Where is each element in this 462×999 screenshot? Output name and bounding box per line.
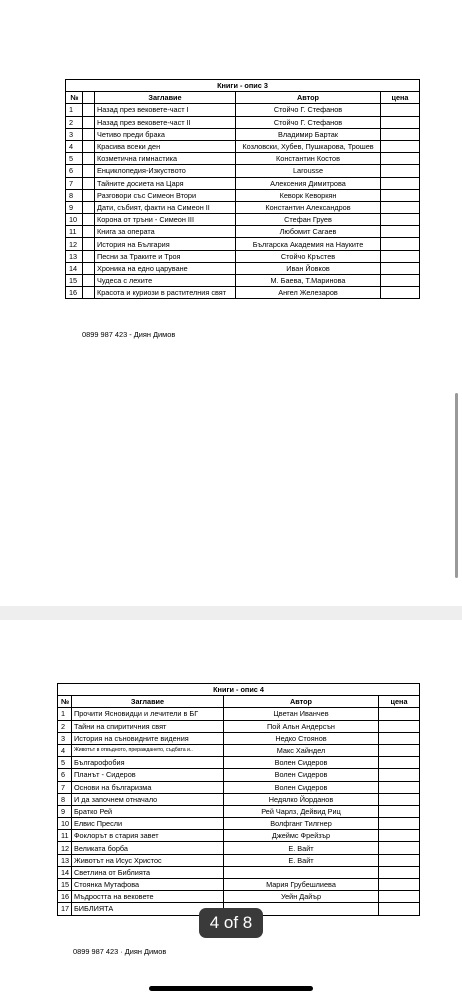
contact-line: 0899 987 423 · Диян Димов	[73, 947, 167, 956]
row-number: 7	[66, 177, 83, 189]
book-author	[224, 866, 379, 878]
row-number: 4	[66, 140, 83, 152]
book-price	[381, 262, 420, 274]
book-price	[381, 214, 420, 226]
table-row	[58, 793, 420, 805]
book-title: Стоянка Мутафова	[72, 879, 224, 891]
book-author: Уейн Дайър	[224, 891, 379, 903]
book-author: Алексения Димитрова	[236, 177, 381, 189]
book-price	[379, 866, 420, 878]
table-row	[66, 153, 420, 165]
book-title: Четиво преди брака	[95, 128, 236, 140]
book-price	[381, 177, 420, 189]
table-row	[58, 842, 420, 854]
row-blank-cell	[83, 214, 95, 226]
table-row	[66, 262, 420, 274]
book-price	[379, 854, 420, 866]
book-price	[379, 708, 420, 720]
book-title: Красота и куриози в растителния свят	[95, 287, 236, 299]
book-title: Прочити Ясновидци и лечители в БГ	[72, 708, 224, 720]
book-author: Стойчо Кръстев	[236, 250, 381, 262]
book-author: Любомит Сагаев	[236, 226, 381, 238]
book-price	[379, 744, 420, 756]
book-price	[381, 201, 420, 213]
book-price	[381, 250, 420, 262]
book-title: Тайни на спиритичния свят	[72, 720, 224, 732]
table-row	[58, 769, 420, 781]
book-author: Ангел Железаров	[236, 287, 381, 299]
book-title: Чудеса с лехите	[95, 275, 236, 287]
table-row	[58, 781, 420, 793]
contact-line: 0899 987 423 - Диян Димов	[82, 330, 176, 339]
table-row	[66, 238, 420, 250]
book-price	[381, 128, 420, 140]
table-row	[66, 165, 420, 177]
row-number: 13	[66, 250, 83, 262]
table-row	[66, 116, 420, 128]
row-number: 15	[58, 879, 72, 891]
book-title: Братко Рей	[72, 805, 224, 817]
table-row	[66, 201, 420, 213]
table-header-row	[58, 696, 420, 708]
row-number: 14	[58, 866, 72, 878]
row-number: 8	[58, 793, 72, 805]
table-row	[58, 757, 420, 769]
book-title: Елвис Пресли	[72, 818, 224, 830]
row-number: 6	[58, 769, 72, 781]
book-author: Владимир Бартак	[236, 128, 381, 140]
book-title: Хроника на едно царуване	[95, 262, 236, 274]
home-indicator-bar[interactable]	[149, 986, 313, 991]
book-price	[379, 732, 420, 744]
table-row	[66, 128, 420, 140]
row-number: 10	[58, 818, 72, 830]
book-author: Стефан Груев	[236, 214, 381, 226]
book-price	[381, 165, 420, 177]
book-author: М. Баева, Т.Маринова	[236, 275, 381, 287]
column-header-author: Автор	[236, 92, 381, 104]
book-title: Разговори със Симеон Втори	[95, 189, 236, 201]
book-title: История на съновидните видения	[72, 732, 224, 744]
column-header-price: цена	[379, 696, 420, 708]
page-separator	[0, 606, 462, 620]
book-title: Великата борба	[72, 842, 224, 854]
book-title: Козметична гимнастика	[95, 153, 236, 165]
book-price	[379, 879, 420, 891]
column-header-number: №	[66, 92, 83, 104]
table-title-row	[58, 684, 420, 696]
book-title: Българофобия	[72, 757, 224, 769]
book-price	[379, 757, 420, 769]
book-author: Недко Стоянов	[224, 732, 379, 744]
table-title: Книги - опис 4	[58, 684, 420, 696]
row-blank-cell	[83, 140, 95, 152]
row-blank-cell	[83, 153, 95, 165]
book-title: Фоклорът в стария завет	[72, 830, 224, 842]
row-blank-cell	[83, 226, 95, 238]
book-author: Недялко Йорданов	[224, 793, 379, 805]
book-price	[381, 104, 420, 116]
table-row	[66, 287, 420, 299]
book-title: Мъдростта на вековете	[72, 891, 224, 903]
book-author: Волфганг Тилгнер	[224, 818, 379, 830]
table-title: Книги - опис 3	[66, 80, 420, 92]
book-title: Книга за операта	[95, 226, 236, 238]
book-author: Волен Сидеров	[224, 781, 379, 793]
table-row	[58, 891, 420, 903]
book-author: Larousse	[236, 165, 381, 177]
book-author: Е. Вайт	[224, 854, 379, 866]
book-title: БИБЛИЯТА	[72, 903, 224, 915]
book-title: Красива всеки ден	[95, 140, 236, 152]
column-header-price: цена	[381, 92, 420, 104]
book-price	[381, 226, 420, 238]
table-row	[58, 866, 420, 878]
row-number: 7	[58, 781, 72, 793]
row-blank-cell	[83, 275, 95, 287]
book-author: Волен Сидеров	[224, 769, 379, 781]
row-number: 3	[66, 128, 83, 140]
row-number: 16	[66, 287, 83, 299]
table-row	[66, 177, 420, 189]
table-row	[66, 214, 420, 226]
book-price	[381, 140, 420, 152]
book-price	[379, 891, 420, 903]
column-header-author: Автор	[224, 696, 379, 708]
book-price	[381, 275, 420, 287]
book-price	[379, 830, 420, 842]
book-author: Цветан Иванчев	[224, 708, 379, 720]
book-author: Е. Вайт	[224, 842, 379, 854]
table-row	[66, 226, 420, 238]
row-number: 5	[66, 153, 83, 165]
book-title: История на България	[95, 238, 236, 250]
book-author: Константин Александров	[236, 201, 381, 213]
row-number: 8	[66, 189, 83, 201]
book-price	[381, 116, 420, 128]
book-price	[381, 153, 420, 165]
row-number: 17	[58, 903, 72, 915]
row-number: 15	[66, 275, 83, 287]
row-number: 1	[58, 708, 72, 720]
table-title-row	[66, 80, 420, 92]
row-blank-cell	[83, 250, 95, 262]
row-blank-cell	[83, 201, 95, 213]
row-number: 2	[66, 116, 83, 128]
book-author: Пой Альн Андерсън	[224, 720, 379, 732]
row-blank-cell	[83, 177, 95, 189]
table-row	[58, 854, 420, 866]
row-number: 9	[66, 201, 83, 213]
book-title: Песни за Траките и Троя	[95, 250, 236, 262]
book-author: Кеворк Кеворкян	[236, 189, 381, 201]
table-header-row	[66, 92, 420, 104]
book-author: Козловски, Хубев, Пушкарова, Трошев	[236, 140, 381, 152]
book-author: Константин Костов	[236, 153, 381, 165]
table-row	[66, 275, 420, 287]
book-author: Стойчо Г. Стефанов	[236, 116, 381, 128]
row-number: 4	[58, 744, 72, 756]
scrollbar[interactable]	[455, 393, 458, 578]
table-row	[66, 250, 420, 262]
book-title: Светлина от Библията	[72, 866, 224, 878]
book-price	[379, 793, 420, 805]
book-price	[379, 903, 420, 915]
row-number: 11	[66, 226, 83, 238]
book-title: И да започнем отначало	[72, 793, 224, 805]
row-blank-cell	[83, 104, 95, 116]
book-list-table	[65, 79, 420, 299]
row-number: 12	[66, 238, 83, 250]
column-header-number: №	[58, 696, 72, 708]
book-title: Планът - Сидеров	[72, 769, 224, 781]
table-row	[58, 744, 420, 756]
book-price	[379, 818, 420, 830]
book-price	[381, 189, 420, 201]
table-row	[58, 879, 420, 891]
table-row	[58, 720, 420, 732]
book-title: Дати, събият, факти на Симеон II	[95, 201, 236, 213]
row-blank-cell	[83, 287, 95, 299]
row-number: 2	[58, 720, 72, 732]
table-row	[58, 830, 420, 842]
row-blank-cell	[83, 238, 95, 250]
book-title: Животът в отвъдното, прераждането, съдбата и..	[72, 744, 224, 756]
table-row	[66, 140, 420, 152]
row-number: 9	[58, 805, 72, 817]
book-author: Волен Сидеров	[224, 757, 379, 769]
row-blank-cell	[83, 262, 95, 274]
row-number: 14	[66, 262, 83, 274]
column-header-title: Заглавие	[95, 92, 236, 104]
row-number: 16	[58, 891, 72, 903]
book-title: Основи на българизма	[72, 781, 224, 793]
book-title: Назад през вековете-част I	[95, 104, 236, 116]
column-header-title: Заглавие	[72, 696, 224, 708]
book-list-table	[57, 683, 420, 916]
row-number: 1	[66, 104, 83, 116]
book-price	[379, 781, 420, 793]
book-price	[379, 720, 420, 732]
book-author: Българска Академия на Науките	[236, 238, 381, 250]
table-row	[58, 708, 420, 720]
row-number: 6	[66, 165, 83, 177]
book-price	[379, 769, 420, 781]
row-blank-cell	[83, 116, 95, 128]
table-row	[66, 189, 420, 201]
book-author: Джеймс Фрейзър	[224, 830, 379, 842]
row-number: 13	[58, 854, 72, 866]
book-price	[379, 842, 420, 854]
book-title: Енциклопедия-Изкуството	[95, 165, 236, 177]
book-price	[381, 238, 420, 250]
page-indicator: 4 of 8	[199, 908, 263, 938]
row-blank-cell	[83, 189, 95, 201]
row-number: 5	[58, 757, 72, 769]
book-author: Макс Хайндел	[224, 744, 379, 756]
row-number: 12	[58, 842, 72, 854]
table-row	[66, 104, 420, 116]
book-price	[379, 805, 420, 817]
column-header-blank	[83, 92, 95, 104]
book-title: Назад през вековете-част II	[95, 116, 236, 128]
book-author: Стойчо Г. Стефанов	[236, 104, 381, 116]
document-page-4	[0, 620, 462, 999]
row-number: 10	[66, 214, 83, 226]
table-row	[58, 818, 420, 830]
row-number: 3	[58, 732, 72, 744]
book-author: Мария Грубешлиева	[224, 879, 379, 891]
book-price	[381, 287, 420, 299]
row-number: 11	[58, 830, 72, 842]
row-blank-cell	[83, 128, 95, 140]
book-title: Тайните досиета на Царя	[95, 177, 236, 189]
book-author: Рей Чарлз, Дейвид Риц	[224, 805, 379, 817]
book-title: Животът на Исус Христос	[72, 854, 224, 866]
book-author: Иван Йовков	[236, 262, 381, 274]
row-blank-cell	[83, 165, 95, 177]
table-row	[58, 805, 420, 817]
table-row	[58, 732, 420, 744]
book-title: Корона от тръни - Симеон III	[95, 214, 236, 226]
